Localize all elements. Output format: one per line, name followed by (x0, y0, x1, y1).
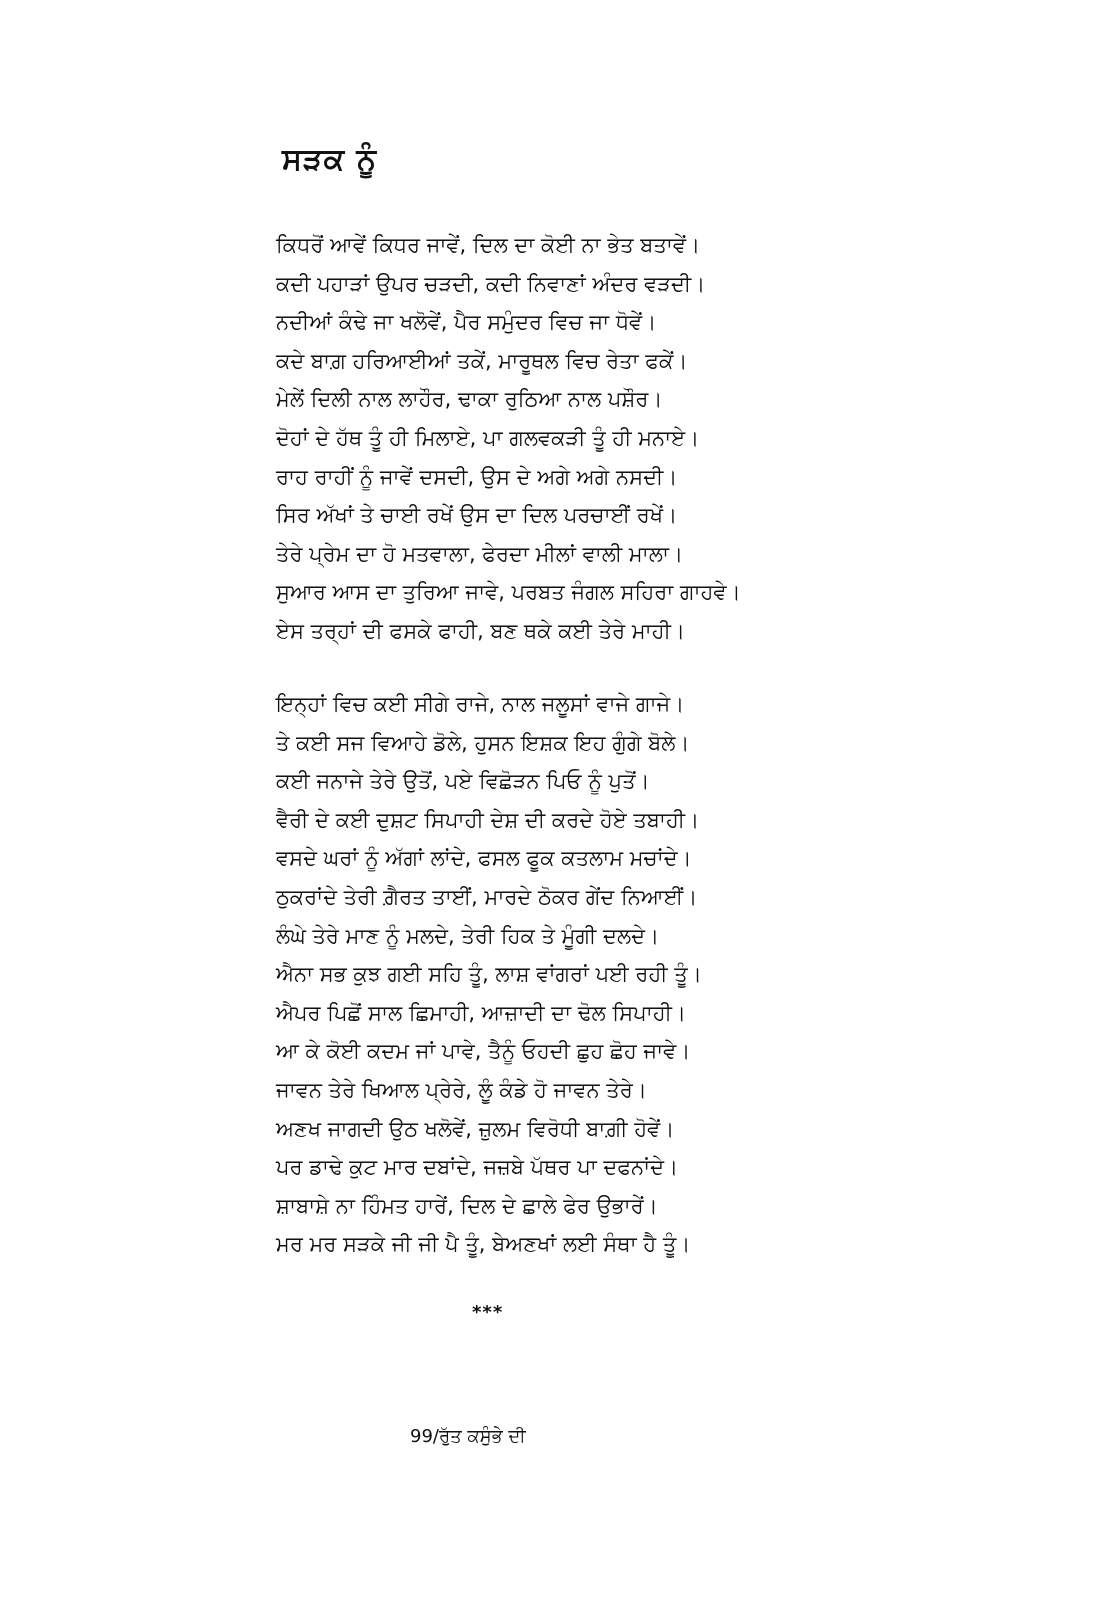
poem-line: ਮੇਲੇਂ ਦਿਲੀ ਨਾਲ ਲਾਹੌਰ, ਢਾਕਾ ਰੁਠਿਆ ਨਾਲ ਪਸ਼ੌਰ। (276, 387, 663, 412)
poem-line: ਇਨ੍ਹਾਂ ਵਿਚ ਕਈ ਸੀਗੇ ਰਾਜੇ, ਨਾਲ ਜਲੂਸਾਂ ਵਾਜੇ ਗਾਜੇ। (276, 692, 685, 716)
poem-line: ਤੇ ਕਈ ਸਜ ਵਿਆਹੇ ਡੋਲੇ, ਹੁਸਨ ਇਸ਼ਕ ਇਹ ਗੁੰਗੇ ਬੋਲੇ। (276, 730, 690, 755)
stanza-1 (276, 226, 876, 651)
poem-line: ਸ਼ਾਬਾਸ਼ੇ ਨਾ ਹਿੰਮਤ ਹਾਰੇਂ, ਦਿਲ ਦੇ ਛਾਲੇ ਫੇਰ ਉਭਾਰੇਂ। (276, 1193, 658, 1218)
page-footer: 99/ਰੁੱਤ ਕਸੁੰਭੇ ਦੀ (410, 1426, 526, 1447)
poem-line: ਲੰਘੇ ਤੇਰੇ ਮਾਣ ਨੂੰ ਮਲਦੇ, ਤੇਰੀ ਹਿਕ ਤੇ ਮੂੰਗੀ ਦਲਦੇ। (276, 923, 660, 948)
poem-line: ਤੇਰੇ ਪ੍ਰੇਮ ਦਾ ਹੋ ਮਤਵਾਲਾ, ਫੇਰਦਾ ਮੀਲਾਂ ਵਾਲੀ ਮਾਲਾ। (276, 541, 684, 566)
poem-line: ਜਾਵਨ ਤੇਰੇ ਖਿਆਲ ਪ੍ਰੇਰੇ, ਲੂੰ ਕੰਡੇ ਹੋ ਜਾਵਨ ਤੇਰੇ। (276, 1077, 647, 1102)
poem-line: ਏਸ ਤਰ੍ਹਾਂ ਦੀ ਫਸਕੇ ਫਾਹੀ, ਬਣ ਥਕੇ ਕਈ ਤੇਰੇ ਮਾਹੀ। (276, 618, 686, 643)
poem-line: ਐਨਾ ਸਭ ਕੁਝ ਗਈ ਸਹਿ ਤੂੰ, ਲਾਸ਼ ਵਾਂਗਰਾਂ ਪਈ ਰਹੀ ਤੂੰ। (276, 962, 702, 987)
poem-line: ਮਰ ਮਰ ਸੜਕੇ ਜੀ ਜੀ ਪੈ ਤੂੰ, ਬੇਅਣਖਾਂ ਲਈ ਸੰਥਾ ਹੈ ਤੂੰ। (276, 1232, 691, 1257)
poem-line: ਪਰ ਡਾਢੇ ਕੁਟ ਮਾਰ ਦਬਾਂਦੇ, ਜਜ਼ਬੇ ਪੱਥਰ ਪਾ ਦਫਨਾਂਦੇ। (276, 1155, 679, 1180)
poem-title: ਸੜਕ ਨੂੰ (282, 142, 377, 177)
stanza-2 (276, 685, 876, 1264)
poem-line: ਦੋਹਾਂ ਦੇ ਹੱਥ ਤੂੰ ਹੀ ਮਿਲਾਏ, ਪਾ ਗਲਵਕੜੀ ਤੂੰ ਹੀ ਮਨਾਏ। (276, 425, 700, 450)
poem-line: ਵੈਰੀ ਦੇ ਕਈ ਦੁਸ਼ਟ ਸਿਪਾਹੀ ਦੇਸ਼ ਦੀ ਕਰਦੇ ਹੋਏ ਤਬਾਹੀ। (276, 807, 700, 832)
poem-line: ਸਿਰ ਅੱਖਾਂ ਤੇ ਚਾਈ ਰਖੇਂ ਉਸ ਦਾ ਦਿਲ ਪਰਚਾਈਂ ਰਖੇਂ। (276, 503, 678, 528)
poem-line: ਅਣਖ ਜਾਗਦੀ ਉਠ ਖਲੋਵੇਂ, ਜ਼ੁਲਮ ਵਿਰੋਧੀ ਬਾਗ਼ੀ ਹੋਵੇਂ। (276, 1116, 675, 1141)
section-end-mark: *** (472, 1302, 504, 1323)
poem-line: ਵਸਦੇ ਘਰਾਂ ਨੂੰ ਅੱਗਾਂ ਲਾਂਦੇ, ਫਸਲ ਫੂਕ ਕਤਲਾਮ ਮਚਾਂਦੇ। (276, 846, 692, 871)
poem-line: ਕਈ ਜਨਾਜੇ ਤੇਰੇ ਉਤੋਂ, ਪਏ ਵਿਛੋੜਨ ਪਿਓ ਨੂੰ ਪੁਤੋਂ। (276, 769, 650, 794)
poem-line: ਐਪਰ ਪਿਛੋਂ ਸਾਲ ਛਿਮਾਹੀ, ਆਜ਼ਾਦੀ ਦਾ ਢੋਲ ਸਿਪਾਹੀ। (276, 1000, 687, 1025)
poem-line: ਸੁਆਰ ਆਸ ਦਾ ਤੁਰਿਆ ਜਾਵੇ, ਪਰਬਤ ਜੰਗਲ ਸਹਿਰਾ ਗਾਹਵੇ। (276, 580, 741, 605)
poem-line: ਕਿਧਰੋਂ ਆਵੇਂ ਕਿਧਰ ਜਾਵੇਂ, ਦਿਲ ਦਾ ਕੋਈ ਨਾ ਭੇਤ ਬਤਾਵੇਂ। (276, 233, 701, 257)
poem-line: ਰਾਹ ਰਾਹੀਂ ਨੂੰ ਜਾਵੇਂ ਦਸਦੀ, ਉਸ ਦੇ ਅਗੇ ਅਗੇ ਨਸਦੀ। (276, 464, 678, 489)
poem-line: ਠੁਕਰਾਂਦੇ ਤੇਰੀ ਗ਼ੈਰਤ ਤਾਈਂ, ਮਾਰਦੇ ਠੋਕਰ ਗੇਂਦ ਨਿਆਈਂ। (276, 884, 698, 909)
poem-line: ਕਦੇ ਬਾਗ਼ ਹਰਿਆਈਆਂ ਤਕੇਂ, ਮਾਰੂਥਲ ਵਿਚ ਰੇਤਾ ਫਕੇਂ। (276, 348, 688, 373)
poem-line: ਆ ਕੇ ਕੋਈ ਕਦਮ ਜਾਂ ਪਾਵੇ, ਤੈਨੂੰ ਓਹਦੀ ਛੁਹ ਛੋਹ ਜਾਵੇ। (276, 1039, 691, 1064)
poem-line: ਨਦੀਆਂ ਕੰਢੇ ਜਾ ਖਲੋਵੇਂ, ਪੈਰ ਸਮੁੰਦਰ ਵਿਚ ਜਾ ਧੋਵੇਂ। (276, 310, 657, 335)
poem-line: ਕਦੀ ਪਹਾੜਾਂ ਉਪਰ ਚੜਦੀ, ਕਦੀ ਨਿਵਾਣਾਂ ਅੰਦਰ ਵੜਦੀ। (276, 271, 706, 296)
